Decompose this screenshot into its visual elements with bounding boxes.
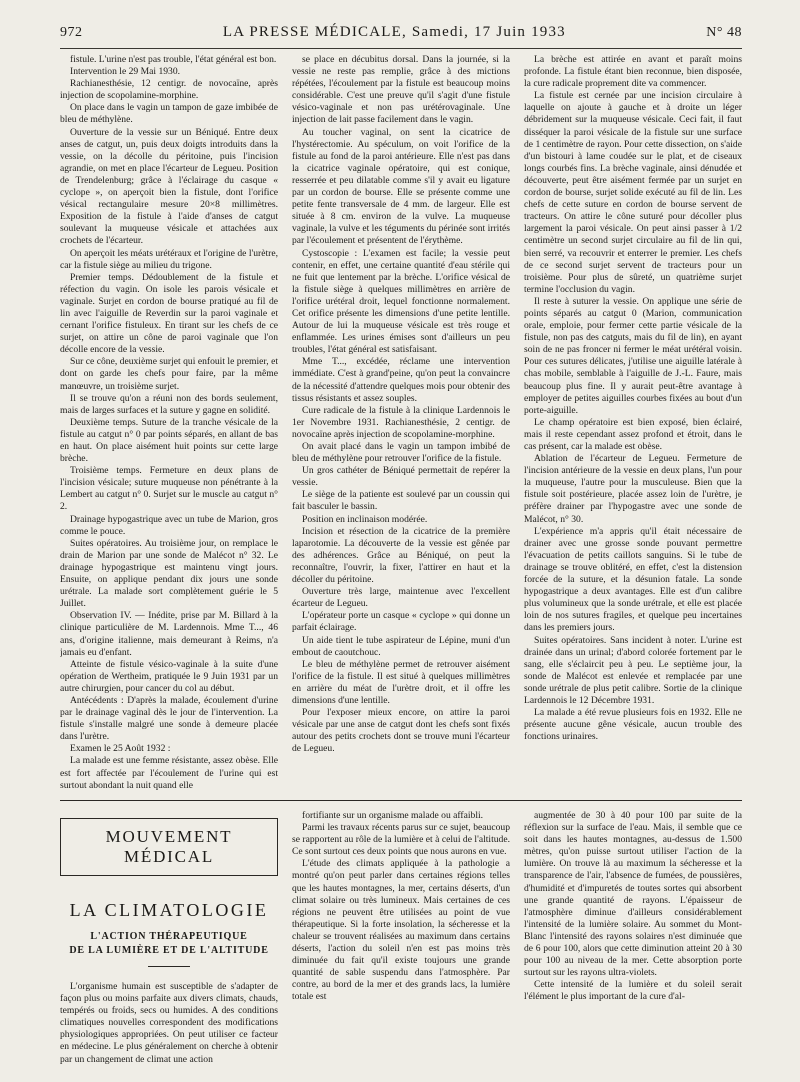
paragraph: L'étude des climats appliquée à la pathologie a montré qu'on peut parler dans certaines régions telles que les hautes montagnes, la mer, certains déserts, d'un climat solaire ou très lumineux. Mais certaines de ces régions ne peuvent être utilisées au point de vue thérapeutique. Si la forte insolation, la sécheresse et la chaleur se trouvent réalisées au maximum dans certains déserts, l'action du soleil n'en est pas moins très diminuée du fait qu'il existe toujours une grande quantité de sable suspendu dans l'atmosphère. Par contre, au bord de la mer et des grands lacs, la lumière totale est: [292, 858, 510, 1003]
paragraph: Un aide tient le tube aspirateur de Lépine, muni d'un embout de caoutchouc.: [292, 634, 510, 658]
upper-column-2: [292, 54, 510, 794]
paragraph: Au toucher vaginal, on sent la cicatrice de l'hystérectomie. Au spéculum, on voit l'orifice de la fistule au fond de la paroi antérieure. Elle n'est pas dans la cicatrice vaginale opératoire, qui est conique, resserrée et peu dilatable comme s'il y avait eu ligature par un cordon de bourse. Elle se présente comme une petite fente transversale de 4 mm. de largeur. Elle est située à 8 cm. environ de la vulve. La muqueuse vaginale, la vulve et les téguments du périnée sont irrités par l'écoulement et présentent de l'érythème.: [292, 126, 510, 247]
paragraph: L'organisme humain est susceptible de s'adapter de façon plus ou moins parfaite aux divers climats, chauds, tempérés ou froids, secs ou humides. A des conditions climatiques nouvelles correspondent des modifications physiologiques appropriées. On peut utiliser ce facteur en médecine. Le plus généralement on cherche à obtenir par un changement de climat une action: [60, 981, 278, 1065]
page-number: 972: [60, 25, 83, 40]
paragraph: augmentée de 30 à 40 pour 100 par suite de la réflexion sur la surface de l'eau. Mais, il semble que ce soit dans les hautes montagnes, au-dessus de 1.500 mètres, qu'on puisse surtout utiliser l'action de la lumière. On trouve là au maximum la sécheresse et la transparence de l'air, l'absence de fumées, de poussières, d'humidité et d'impuretés de toutes sortes qui absorbent une grande quantité de rayons. L'épaisseur de l'atmosphère diminue d'ailleurs considérablement l'intensité de la lumière solaire. Au sommet du Mont-Blanc l'intensité des rayons solaires n'est diminuée que de 6 pour 100, alors que cette diminution atteint 20 à 30 pour 100 au niveau de la mer. Cette absorption porte surtout sur les rayons ultra-violets.: [524, 810, 742, 979]
paragraph: Deuxième temps. Suture de la tranche vésicale de la fistule au catgut n° 0 par points séparés, en allant de bas en haut. On place aisément huit points sur cette large brèche.: [60, 416, 278, 465]
lower-section: [60, 810, 742, 1072]
paragraph: Rachianesthésie, 12 centigr. de novocaïne, après injection de scopolamine-morphine.: [60, 78, 278, 102]
title-rule: [148, 966, 190, 967]
lower-column-1-text: [60, 981, 278, 1066]
paragraph: Le champ opératoire est bien exposé, bien éclairé, mais il reste cependant assez profond et étroit, dans le cas présent, car la malade est obèse.: [524, 416, 742, 452]
section-heading: MOUVEMENT MÉDICAL: [105, 827, 233, 866]
lower-column-1: [60, 810, 278, 1072]
paragraph: Cette intensité de la lumière et du soleil serait l'élément le plus important de la cure d'al-: [524, 979, 742, 1003]
paragraph: Parmi les travaux récents parus sur ce sujet, beaucoup se rapportent au rôle de la lumière et à celui de l'altitude. Ce sont surtout ces deux points que nous aurons en vue.: [292, 822, 510, 858]
paragraph: Drainage hypogastrique avec un tube de Marion, gros comme le pouce.: [60, 513, 278, 537]
lower-column-2: [292, 810, 510, 1072]
paragraph: se place en décubitus dorsal. Dans la journée, si la vessie ne reste pas remplie, grâce à des mictions répétées, l'écoulement par la fistule est beaucoup moins considérable. C'est une preuve qu'il s'agit d'une fistule vésico-vaginale et non pas urétérovaginale. Une injection de lait passe facilement dans le vagin.: [292, 54, 510, 126]
paragraph: La malade a été revue plusieurs fois en 1932. Elle ne présente aucune gêne vésicale, aucun trouble des fonctions urinaires.: [524, 707, 742, 743]
paragraph: Suites opératoires. Au troisième jour, on remplace le drain de Marion par une sonde de Malécot n° 32. Le drainage hypogastrique est maintenu vingt jours. Ensuite, on applique pendant dix jours une sonde urétrale. La malade sort complètement guérie le 5 Juillet.: [60, 537, 278, 610]
paragraph: L'expérience m'a appris qu'il était nécessaire de drainer avec une grosse sonde pouvant permettre l'évacuation de petits caillots sanguins. Si le tube de drainage se trouve oblitéré, en effet, c'est la distension forcée de la suture, et la désunion fatale. La sonde hypogastrique a deux avantages. Elle est d'un calibre plus volumineux que la sonde urétrale, et elle est placée loin de nos sutures fragiles, et quelque peu incertaines dans les premiers jours.: [524, 525, 742, 634]
paragraph: Intervention le 29 Mai 1930.: [70, 66, 181, 78]
paragraph: On aperçoit les méats urétéraux et l'origine de l'urètre, car la fistule siège au milieu du trigone.: [60, 247, 278, 271]
article-subtitle-1: L'ACTION THÉRAPEUTIQUE: [90, 931, 248, 942]
paragraph: Antécédents : D'après la malade, écoulement d'urine par le drainage vaginal dès le jour de l'intervention. La fistule s'installe malgré une sonde à demeure placée dans l'urètre.: [60, 694, 278, 743]
paragraph: Le siège de la patiente est soulevé par un coussin qui fait basculer le bassin.: [292, 489, 510, 513]
paragraph: Cystoscopie : L'examen est facile; la vessie peut contenir, en effet, une certaine quantité d'eau stérile qui ne fuit que lentement par la brèche. L'orifice vésical de la fistule siège à quelques millimètres en arrière de l'orifice urétéral droit, lequel fonctionne normalement. Cet orifice présente les dimensions d'une petite lentille. Autour de lui la muqueuse vésicale est très rouge et enflammée. Les urines émises sont d'ailleurs un peu troubles, l'état général est satisfaisant.: [292, 247, 510, 356]
article-subtitle-2: DE LA LUMIÈRE ET DE L'ALTITUDE: [69, 945, 269, 956]
paragraph: On place dans le vagin un tampon de gaze imbibée de bleu de méthylène.: [60, 102, 278, 126]
section-divider: [60, 800, 742, 801]
paragraph: Premier temps. Dédoublement de la fistule et réfection du vagin. On isole les parois vésicale et vaginale. Surjet en cordon de bourse pratiqué au fil de lin avec l'aiguille de Reverdin sur la paroi vaginale et cernant l'orifice fistuleux. En tirant sur les chefs de ce surjet, on attire un cône de paroi vaginale que l'on décolle encore de la vessie.: [60, 271, 278, 356]
paragraph: Observation IV. — Inédite, prise par M. Billard à la clinique particulière de M. Lardennois. Mme T..., 46 ans, d'origine italienne, mais demeurant à Reims, n'a jamais eu d'enfant.: [60, 610, 278, 658]
issue-number: N° 48: [706, 25, 742, 40]
paragraph: La malade est une femme résistante, assez obèse. Elle est fort affectée par l'écoulement de l'urine qui est surtout abondant la nuit quand elle: [60, 755, 278, 791]
paragraph: Atteinte de fistule vésico-vaginale à la suite d'une opération de Wertheim, pratiquée le 9 Juin 1931 par un autre chirurgien, pour cancer du col au début.: [60, 658, 278, 694]
paragraph: Sur ce cône, deuxième surjet qui enfouit le premier, et dont on garde les chefs pour faire, par la même manœuvre, un troisième surjet.: [60, 356, 278, 392]
paragraph: Position en inclinaison modérée.: [302, 513, 428, 525]
paragraph: L'opérateur porte un casque « cyclope » qui donne un parfait éclairage.: [292, 610, 510, 634]
paragraph: Il se trouve qu'on a réuni non des bords seulement, mais de larges surfaces et la suture y gagne en solidité.: [60, 392, 278, 416]
paragraph: Un gros cathéter de Béniqué permettait de repérer la vessie.: [292, 465, 510, 489]
section-heading-box: [60, 818, 278, 876]
paragraph: fortifiante sur un organisme malade ou affaibli.: [302, 810, 484, 821]
paragraph: Cure radicale de la fistule à la clinique Lardennois le 1er Novembre 1931. Rachianesthésie, 2 centigr. de novocaïne après injection de scopolamine-morphine.: [292, 404, 510, 440]
article-title: LA CLIMATOLOGIE: [69, 900, 269, 920]
paragraph: On avait placé dans le vagin un tampon imbibé de bleu de méthylène pour retrouver l'orifice de la fistule.: [292, 441, 510, 465]
upper-column-1: [60, 54, 278, 794]
paragraph: Ablation de l'écarteur de Legueu. Fermeture de l'incision antérieure de la vessie en deux plans, l'un pour la muqueuse, l'autre pour la musculeuse. Bien que la fistule soit postérieure, placée assez loin de l'urètre, je préfère drainer par l'hypogastre avec une sonde de Malécot, n° 30.: [524, 453, 742, 525]
paragraph: La brèche est attirée en avant et paraît moins profonde. La fistule étant bien reconnue, bien disposée, la cure radicale proprement dite va commencer.: [524, 54, 742, 90]
paragraph: Pour l'exposer mieux encore, on attire la paroi vésicale par une anse de catgut dont les chefs sont fixés autour des petits crochets dont se trouve muni l'écarteur de Legueu.: [292, 707, 510, 755]
page-header: [60, 24, 742, 49]
paragraph: Il reste à suturer la vessie. On applique une série de points séparés au catgut 0 (Marion, communication orale, emploie, pour fermer cette partie vésicale de la fistule, non pas des catguts, mais du fil de lin), en ayant soin de ne pas froncer ni fermer le méat urétéral voisin. Pour ces sutures délicates, j'utilise une aiguille latérale à chas mobile, semblable à l'aiguille de J.-L. Faure, mais beaucoup plus fine. Il y aurait peut-être avantage à employer de petites aiguilles courbes fixées au bout d'un porte-aiguille.: [524, 295, 742, 416]
paragraph: Le bleu de méthylène permet de retrouver aisément l'orifice de la fistule. Il est situé à quelques millimètres en arrière du méat de l'urètre droit, et il offre les dimensions d'une lentille.: [292, 658, 510, 706]
paragraph: Troisième temps. Fermeture en deux plans de l'incision vésicale; suture muqueuse non pénétrante à la Lembert au catgut n° 0. Surjet sur le muscle au catgut n° 2.: [60, 465, 278, 513]
paragraph: Mme T..., excédée, réclame une intervention immédiate. C'est à grand'peine, qu'on peut la convaincre de la nécessité d'attendre quelques mois pour obtenir des tissus résistants et assez souples.: [292, 356, 510, 404]
journal-title: LA PRESSE MÉDICALE, Samedi, 17 Juin 1933: [222, 24, 566, 40]
paragraph: Ouverture très large, maintenue avec l'excellent écarteur de Legueu.: [292, 586, 510, 610]
paragraph: Suites opératoires. Sans incident à noter. L'urine est drainée dans un urinal; d'abord colorée fortement par le sang, elle s'éclaircit peu à peu. Le septième jour, la sonde de Malécot est enlevée et remplacée par une sonde urétrale de plus petit calibre. Sortie de la clinique Lardennois le 12 Décembre 1931.: [524, 634, 742, 706]
paragraph: Examen le 25 Août 1932 :: [70, 743, 171, 755]
paragraph: La fistule est cernée par une incision circulaire à laquelle on ajoute à gauche et à droite un léger débridement sur la muqueuse vésicale. Ceci fait, il faut disséquer la paroi vésicale de la fistule sur une surface de 1 centimètre de rayon. Pour cette dissection, on s'aide d'un bistouri à lame coudée sur le plat, et de ciseaux longs courbés fins. La brèche vaginale, ainsi dénudée et découverte, peut être aisément fermée par un surjet en cordon de bourse, surjet solide exécuté au fil de lin. Les chefs de cette suture en cordon de bourse servent de tracteurs. On attire le cône suturé pour décoller plus largement la paroi vésicale. On peut ainsi passer à 1/2 centimètre un second surjet circulaire au fil de lin qui, bien serré, va recouvrir et enterrer le premier. Les chefs de ce second surjet servent de tracteurs pour un troisième. Pour plus de sûreté, un quatrième surjet termine l'occlusion du vagin.: [524, 90, 742, 295]
lower-column-3: [524, 810, 742, 1072]
paragraph: fistule. L'urine n'est pas trouble, l'état général est bon.: [70, 54, 277, 65]
upper-article: [60, 54, 742, 794]
upper-column-3: [524, 54, 742, 794]
paragraph: Incision et résection de la cicatrice de la première laparotomie. La découverte de la vessie est gênée par des adhérences. Grâce au Béniqué, on peut la reconnaître, l'ouvrir, la fixer, l'attirer en haut et la décoller du péritoine.: [292, 525, 510, 586]
paragraph: Ouverture de la vessie sur un Béniqué. Entre deux anses de catgut, un, puis deux doigts introduits dans la vessie, on la décolle du péritoine, puis l'incision agrandie, on met en place l'écarteur de Legueu. Position de Trendelenburg; grâce à l'éclairage du casque « cyclope », on aperçoit bien la fistule, dont l'orifice vésical rectangulaire mesure 20×8 millimètres. Exposition de la fistule à l'aide d'anses de catgut soulevant la muqueuse vésicale et attachées aux crochets de l'écarteur.: [60, 126, 278, 247]
